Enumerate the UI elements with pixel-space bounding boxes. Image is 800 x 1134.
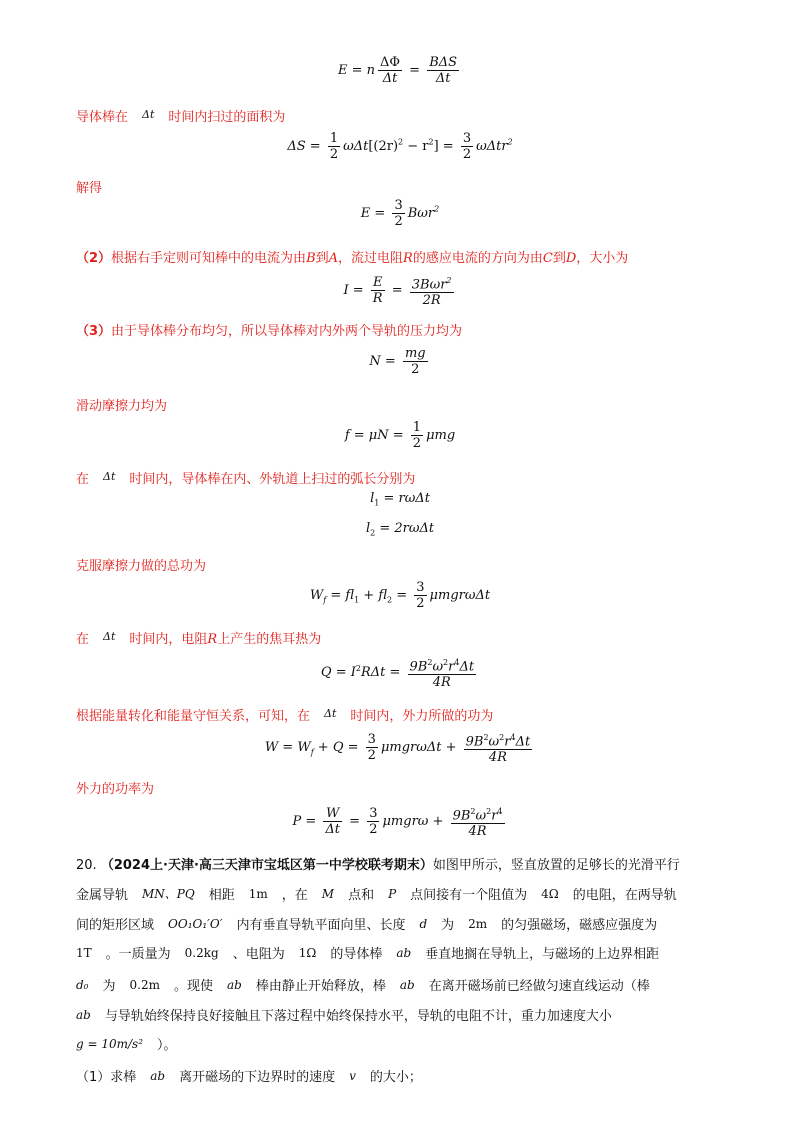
question-20-line-5: d₀ 为 0.2m 。现使 ab 棒由静止开始释放，棒 ab 在离开磁场前已经做匀速直线运动（棒 xyxy=(76,978,650,994)
question-20-line-6: ab 与导轨始终保持良好接触且下落过程中始终保持水平，导轨的电阻不计，重力加速度大小 xyxy=(76,1008,612,1024)
equation-normal-force: N = $\frac{mg}{2}$ xyxy=(369,346,426,377)
text-line: 在 Δt 时间内，电阻R上产生的焦耳热为 xyxy=(76,630,322,647)
delta-t-symbol: Δt xyxy=(103,470,116,483)
equation-emf-result: E = $\frac{3}{2}$ Bωr$^2$ xyxy=(360,198,440,229)
equation-external-work: $W = W_f + Q$ = $\frac{3}{2}$ μmgrωΔt + $\frac{9B^2\omega^2r^4\Delta t}{4R}$ xyxy=(0,730,800,765)
question-20-part-1: （1）求棒 ab 离开磁场的下边界时的速度 v 的大小； xyxy=(76,1069,422,1085)
text-line: 导体棒在 Δt 时间内扫过的面积为 xyxy=(76,108,286,125)
delta-t-symbol: Δt xyxy=(103,630,116,643)
text-line: （3）由于导体棒分布均匀，所以导体棒对内外两个导轨的压力均为 xyxy=(76,324,463,339)
equation-arc-inner: $l_1 = r\omega\Delta t$ xyxy=(370,491,430,508)
text-line: 外力的功率为 xyxy=(76,782,155,797)
equation-current: I = $\frac{E}{R}$ = $\frac{3B\omega r^2}{2R}$ xyxy=(0,273,800,308)
text-line: 根据能量转化和能量守恒关系，可知，在 Δt 时间内，外力所做的功为 xyxy=(76,707,494,724)
equation-power: P = $\frac{W}{\Delta t}$ = $\frac{3}{2}$ μmgrω + $\frac{9B^2\omega^2r^4}{4R}$ xyxy=(0,804,800,839)
equation-area: ΔS = $\frac{1}{2}$ $\omega\Delta t[(2r)^2 - r^2]$ = $\frac{3}{2}$ ωΔtr$^2$ xyxy=(287,131,513,162)
question-20-line-1: 20. （2024上·天津·高三天津市宝坻区第一中学校联考期末）如图甲所示，竖直放置的足够长的光滑平行 xyxy=(76,858,680,873)
question-20-line-3: 间的矩形区域 OO₁O₁′O′ 内有垂直导轨平面向里、长度 d 为 2m 的匀强磁场，磁感应强度为 xyxy=(76,917,658,933)
text-line: 克服摩擦力做的总功为 xyxy=(76,559,207,574)
question-20-line-4: 1T 。一质量为 0.2kg 、电阻为 1Ω 的导体棒 ab 垂直地搁在导轨上，与磁场的上边界相距 xyxy=(76,946,660,962)
equation-friction: f = μN = $\frac{1}{2}$ μmg xyxy=(344,420,456,451)
equation-arc-outer: $l_2 = 2r\omega\Delta t$ xyxy=(365,521,435,538)
text-line: 滑动摩擦力均为 xyxy=(76,399,168,414)
text-line: 解得 xyxy=(76,181,103,196)
text-line: 在 Δt 时间内，导体棒在内、外轨道上扫过的弧长分别为 xyxy=(76,470,416,487)
equation-friction-work: $W_f = fl_1 + fl_2$ = $\frac{3}{2}$ μmgrωΔt xyxy=(309,580,491,611)
question-20-line-7: g = 10m/s² ）。 xyxy=(76,1037,177,1053)
equation-emf: E = n $\frac{\Delta\Phi}{\Delta t}$ = $\frac{\text{BΔS}}{\Delta t}$ xyxy=(337,55,458,86)
question-20-line-2: 金属导轨 MN、PQ 相距 1m ，在 M 点和 P 点间接有一个阻值为 4Ω 的电阻，在两导轨 xyxy=(76,887,677,903)
delta-t-symbol: Δt xyxy=(324,707,337,720)
delta-t-symbol: Δt xyxy=(142,108,155,121)
text-line: （2）根据右手定则可知棒中的电流为由B到A，流过电阻R的感应电流的方向为由C到D，大小为 xyxy=(76,251,629,266)
equation-joule-heat: $Q = I^2R\Delta t$ = $\frac{9B^2\omega^2r^4\Delta t}{4R}$ xyxy=(0,655,800,690)
